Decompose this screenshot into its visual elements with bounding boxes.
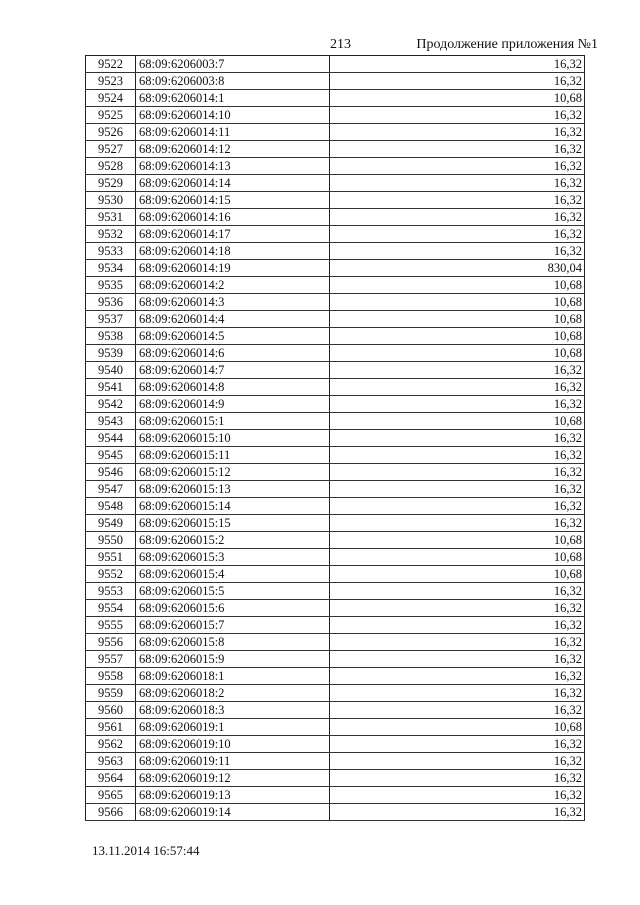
row-value: 16,32	[330, 243, 585, 259]
cadastral-number: 68:09:6206015:9	[135, 651, 330, 667]
row-value: 10,68	[330, 413, 585, 429]
row-number: 9523	[85, 73, 135, 89]
table-row	[85, 600, 585, 617]
table-row	[85, 804, 585, 821]
row-number: 9559	[85, 685, 135, 701]
cadastral-number: 68:09:6206014:2	[135, 277, 330, 293]
cadastral-number: 68:09:6206014:17	[135, 226, 330, 242]
row-value: 16,32	[330, 73, 585, 89]
cadastral-number: 68:09:6206018:2	[135, 685, 330, 701]
row-number: 9554	[85, 600, 135, 616]
table-row	[85, 226, 585, 243]
row-number: 9548	[85, 498, 135, 514]
table-row	[85, 413, 585, 430]
table-row	[85, 345, 585, 362]
table-row	[85, 447, 585, 464]
footer-timestamp: 13.11.2014 16:57:44	[92, 843, 200, 858]
table-row	[85, 787, 585, 804]
row-number: 9557	[85, 651, 135, 667]
table-row	[85, 566, 585, 583]
row-number: 9561	[85, 719, 135, 735]
row-value: 16,32	[330, 787, 585, 803]
cadastral-number: 68:09:6206014:4	[135, 311, 330, 327]
row-number: 9550	[85, 532, 135, 548]
row-number: 9528	[85, 158, 135, 174]
cadastral-number: 68:09:6206003:8	[135, 73, 330, 89]
table-row	[85, 515, 585, 532]
row-value: 10,68	[330, 345, 585, 361]
row-number: 9531	[85, 209, 135, 225]
cadastral-number: 68:09:6206015:1	[135, 413, 330, 429]
row-number: 9533	[85, 243, 135, 259]
cadastral-number: 68:09:6206019:11	[135, 753, 330, 769]
cadastral-number: 68:09:6206014:3	[135, 294, 330, 310]
row-number: 9560	[85, 702, 135, 718]
cadastral-number: 68:09:6206014:8	[135, 379, 330, 395]
cadastral-number: 68:09:6206014:9	[135, 396, 330, 412]
table-row	[85, 90, 585, 107]
row-value: 16,32	[330, 56, 585, 72]
row-number: 9566	[85, 804, 135, 820]
cadastral-number: 68:09:6206014:16	[135, 209, 330, 225]
row-value: 10,68	[330, 719, 585, 735]
row-number: 9530	[85, 192, 135, 208]
row-number: 9543	[85, 413, 135, 429]
cadastral-number: 68:09:6206014:6	[135, 345, 330, 361]
row-value: 10,68	[330, 277, 585, 293]
row-value: 16,32	[330, 617, 585, 633]
row-number: 9532	[85, 226, 135, 242]
cadastral-number: 68:09:6206015:3	[135, 549, 330, 565]
cadastral-number: 68:09:6206015:8	[135, 634, 330, 650]
row-number: 9545	[85, 447, 135, 463]
row-value: 16,32	[330, 192, 585, 208]
table-row	[85, 719, 585, 736]
cadastral-number: 68:09:6206014:14	[135, 175, 330, 191]
table-row	[85, 481, 585, 498]
row-number: 9539	[85, 345, 135, 361]
row-number: 9546	[85, 464, 135, 480]
cadastral-number: 68:09:6206019:14	[135, 804, 330, 820]
table-row	[85, 277, 585, 294]
cadastral-number: 68:09:6206015:10	[135, 430, 330, 446]
row-value: 10,68	[330, 294, 585, 310]
row-value: 830,04	[330, 260, 585, 276]
cadastral-number: 68:09:6206015:5	[135, 583, 330, 599]
row-value: 16,32	[330, 685, 585, 701]
cadastral-number: 68:09:6206003:7	[135, 56, 330, 72]
cadastral-number: 68:09:6206019:1	[135, 719, 330, 735]
cadastral-number: 68:09:6206018:3	[135, 702, 330, 718]
row-number: 9563	[85, 753, 135, 769]
row-number: 9525	[85, 107, 135, 123]
row-value: 16,32	[330, 464, 585, 480]
row-value: 10,68	[330, 311, 585, 327]
row-value: 16,32	[330, 362, 585, 378]
row-value: 10,68	[330, 532, 585, 548]
table-row	[85, 583, 585, 600]
row-value: 16,32	[330, 209, 585, 225]
cadastral-number: 68:09:6206015:13	[135, 481, 330, 497]
cadastral-number: 68:09:6206014:5	[135, 328, 330, 344]
row-number: 9542	[85, 396, 135, 412]
table-row	[85, 379, 585, 396]
appendix-continuation-note: Продолжение приложения №1	[416, 37, 598, 52]
cadastral-number: 68:09:6206015:2	[135, 532, 330, 548]
row-number: 9537	[85, 311, 135, 327]
row-value: 16,32	[330, 668, 585, 684]
row-value: 16,32	[330, 600, 585, 616]
row-number: 9538	[85, 328, 135, 344]
table-row	[85, 56, 585, 73]
row-number: 9551	[85, 549, 135, 565]
row-number: 9524	[85, 90, 135, 106]
row-number: 9544	[85, 430, 135, 446]
row-value: 16,32	[330, 107, 585, 123]
row-number: 9565	[85, 787, 135, 803]
row-number: 9552	[85, 566, 135, 582]
table-row	[85, 770, 585, 787]
table-row	[85, 651, 585, 668]
table-row	[85, 668, 585, 685]
table-row	[85, 753, 585, 770]
table-row	[85, 328, 585, 345]
table-row	[85, 685, 585, 702]
table-row	[85, 243, 585, 260]
row-number: 9534	[85, 260, 135, 276]
row-number: 9541	[85, 379, 135, 395]
cadastral-number: 68:09:6206015:7	[135, 617, 330, 633]
table-row	[85, 736, 585, 753]
row-value: 16,32	[330, 379, 585, 395]
table-row	[85, 141, 585, 158]
cadastral-number: 68:09:6206014:7	[135, 362, 330, 378]
row-value: 16,32	[330, 396, 585, 412]
row-number: 9562	[85, 736, 135, 752]
row-number: 9540	[85, 362, 135, 378]
table-row	[85, 175, 585, 192]
row-value: 16,32	[330, 158, 585, 174]
row-number: 9558	[85, 668, 135, 684]
table-row	[85, 158, 585, 175]
cadastral-number: 68:09:6206014:13	[135, 158, 330, 174]
row-value: 16,32	[330, 770, 585, 786]
cadastral-number: 68:09:6206014:15	[135, 192, 330, 208]
row-value: 16,32	[330, 430, 585, 446]
cadastral-number: 68:09:6206015:6	[135, 600, 330, 616]
table-row	[85, 294, 585, 311]
table-row	[85, 362, 585, 379]
table-row	[85, 430, 585, 447]
table-row	[85, 209, 585, 226]
row-number: 9547	[85, 481, 135, 497]
row-number: 9522	[85, 56, 135, 72]
row-value: 16,32	[330, 447, 585, 463]
table-row	[85, 634, 585, 651]
row-number: 9553	[85, 583, 135, 599]
row-number: 9526	[85, 124, 135, 140]
row-value: 16,32	[330, 481, 585, 497]
row-value: 16,32	[330, 651, 585, 667]
row-number: 9549	[85, 515, 135, 531]
row-value: 16,32	[330, 702, 585, 718]
cadastral-number: 68:09:6206014:10	[135, 107, 330, 123]
table-row	[85, 498, 585, 515]
row-number: 9535	[85, 277, 135, 293]
cadastral-number: 68:09:6206014:11	[135, 124, 330, 140]
table-row	[85, 702, 585, 719]
table-row	[85, 107, 585, 124]
table-row	[85, 311, 585, 328]
row-value: 16,32	[330, 736, 585, 752]
table-row	[85, 73, 585, 90]
cadastral-number: 68:09:6206014:18	[135, 243, 330, 259]
table-row	[85, 396, 585, 413]
table-row	[85, 124, 585, 141]
cadastral-table	[85, 55, 585, 821]
table-row	[85, 532, 585, 549]
row-value: 16,32	[330, 498, 585, 514]
row-number: 9529	[85, 175, 135, 191]
table-row	[85, 617, 585, 634]
table-row	[85, 192, 585, 209]
cadastral-number: 68:09:6206015:12	[135, 464, 330, 480]
cadastral-number: 68:09:6206015:11	[135, 447, 330, 463]
cadastral-number: 68:09:6206014:12	[135, 141, 330, 157]
row-value: 16,32	[330, 634, 585, 650]
row-number: 9527	[85, 141, 135, 157]
cadastral-number: 68:09:6206015:15	[135, 515, 330, 531]
row-value: 16,32	[330, 141, 585, 157]
row-number: 9536	[85, 294, 135, 310]
cadastral-number: 68:09:6206014:19	[135, 260, 330, 276]
row-value: 10,68	[330, 90, 585, 106]
table-row	[85, 464, 585, 481]
row-value: 10,68	[330, 566, 585, 582]
table-row	[85, 549, 585, 566]
row-value: 16,32	[330, 583, 585, 599]
row-number: 9556	[85, 634, 135, 650]
row-number: 9555	[85, 617, 135, 633]
cadastral-number: 68:09:6206019:12	[135, 770, 330, 786]
cadastral-number: 68:09:6206018:1	[135, 668, 330, 684]
row-value: 10,68	[330, 549, 585, 565]
cadastral-number: 68:09:6206015:14	[135, 498, 330, 514]
cadastral-number: 68:09:6206014:1	[135, 90, 330, 106]
row-value: 10,68	[330, 328, 585, 344]
row-value: 16,32	[330, 804, 585, 820]
cadastral-number: 68:09:6206019:13	[135, 787, 330, 803]
row-value: 16,32	[330, 175, 585, 191]
row-value: 16,32	[330, 226, 585, 242]
table-row	[85, 260, 585, 277]
row-value: 16,32	[330, 753, 585, 769]
page-number: 213	[330, 37, 351, 52]
row-value: 16,32	[330, 124, 585, 140]
row-value: 16,32	[330, 515, 585, 531]
cadastral-number: 68:09:6206015:4	[135, 566, 330, 582]
cadastral-number: 68:09:6206019:10	[135, 736, 330, 752]
row-number: 9564	[85, 770, 135, 786]
